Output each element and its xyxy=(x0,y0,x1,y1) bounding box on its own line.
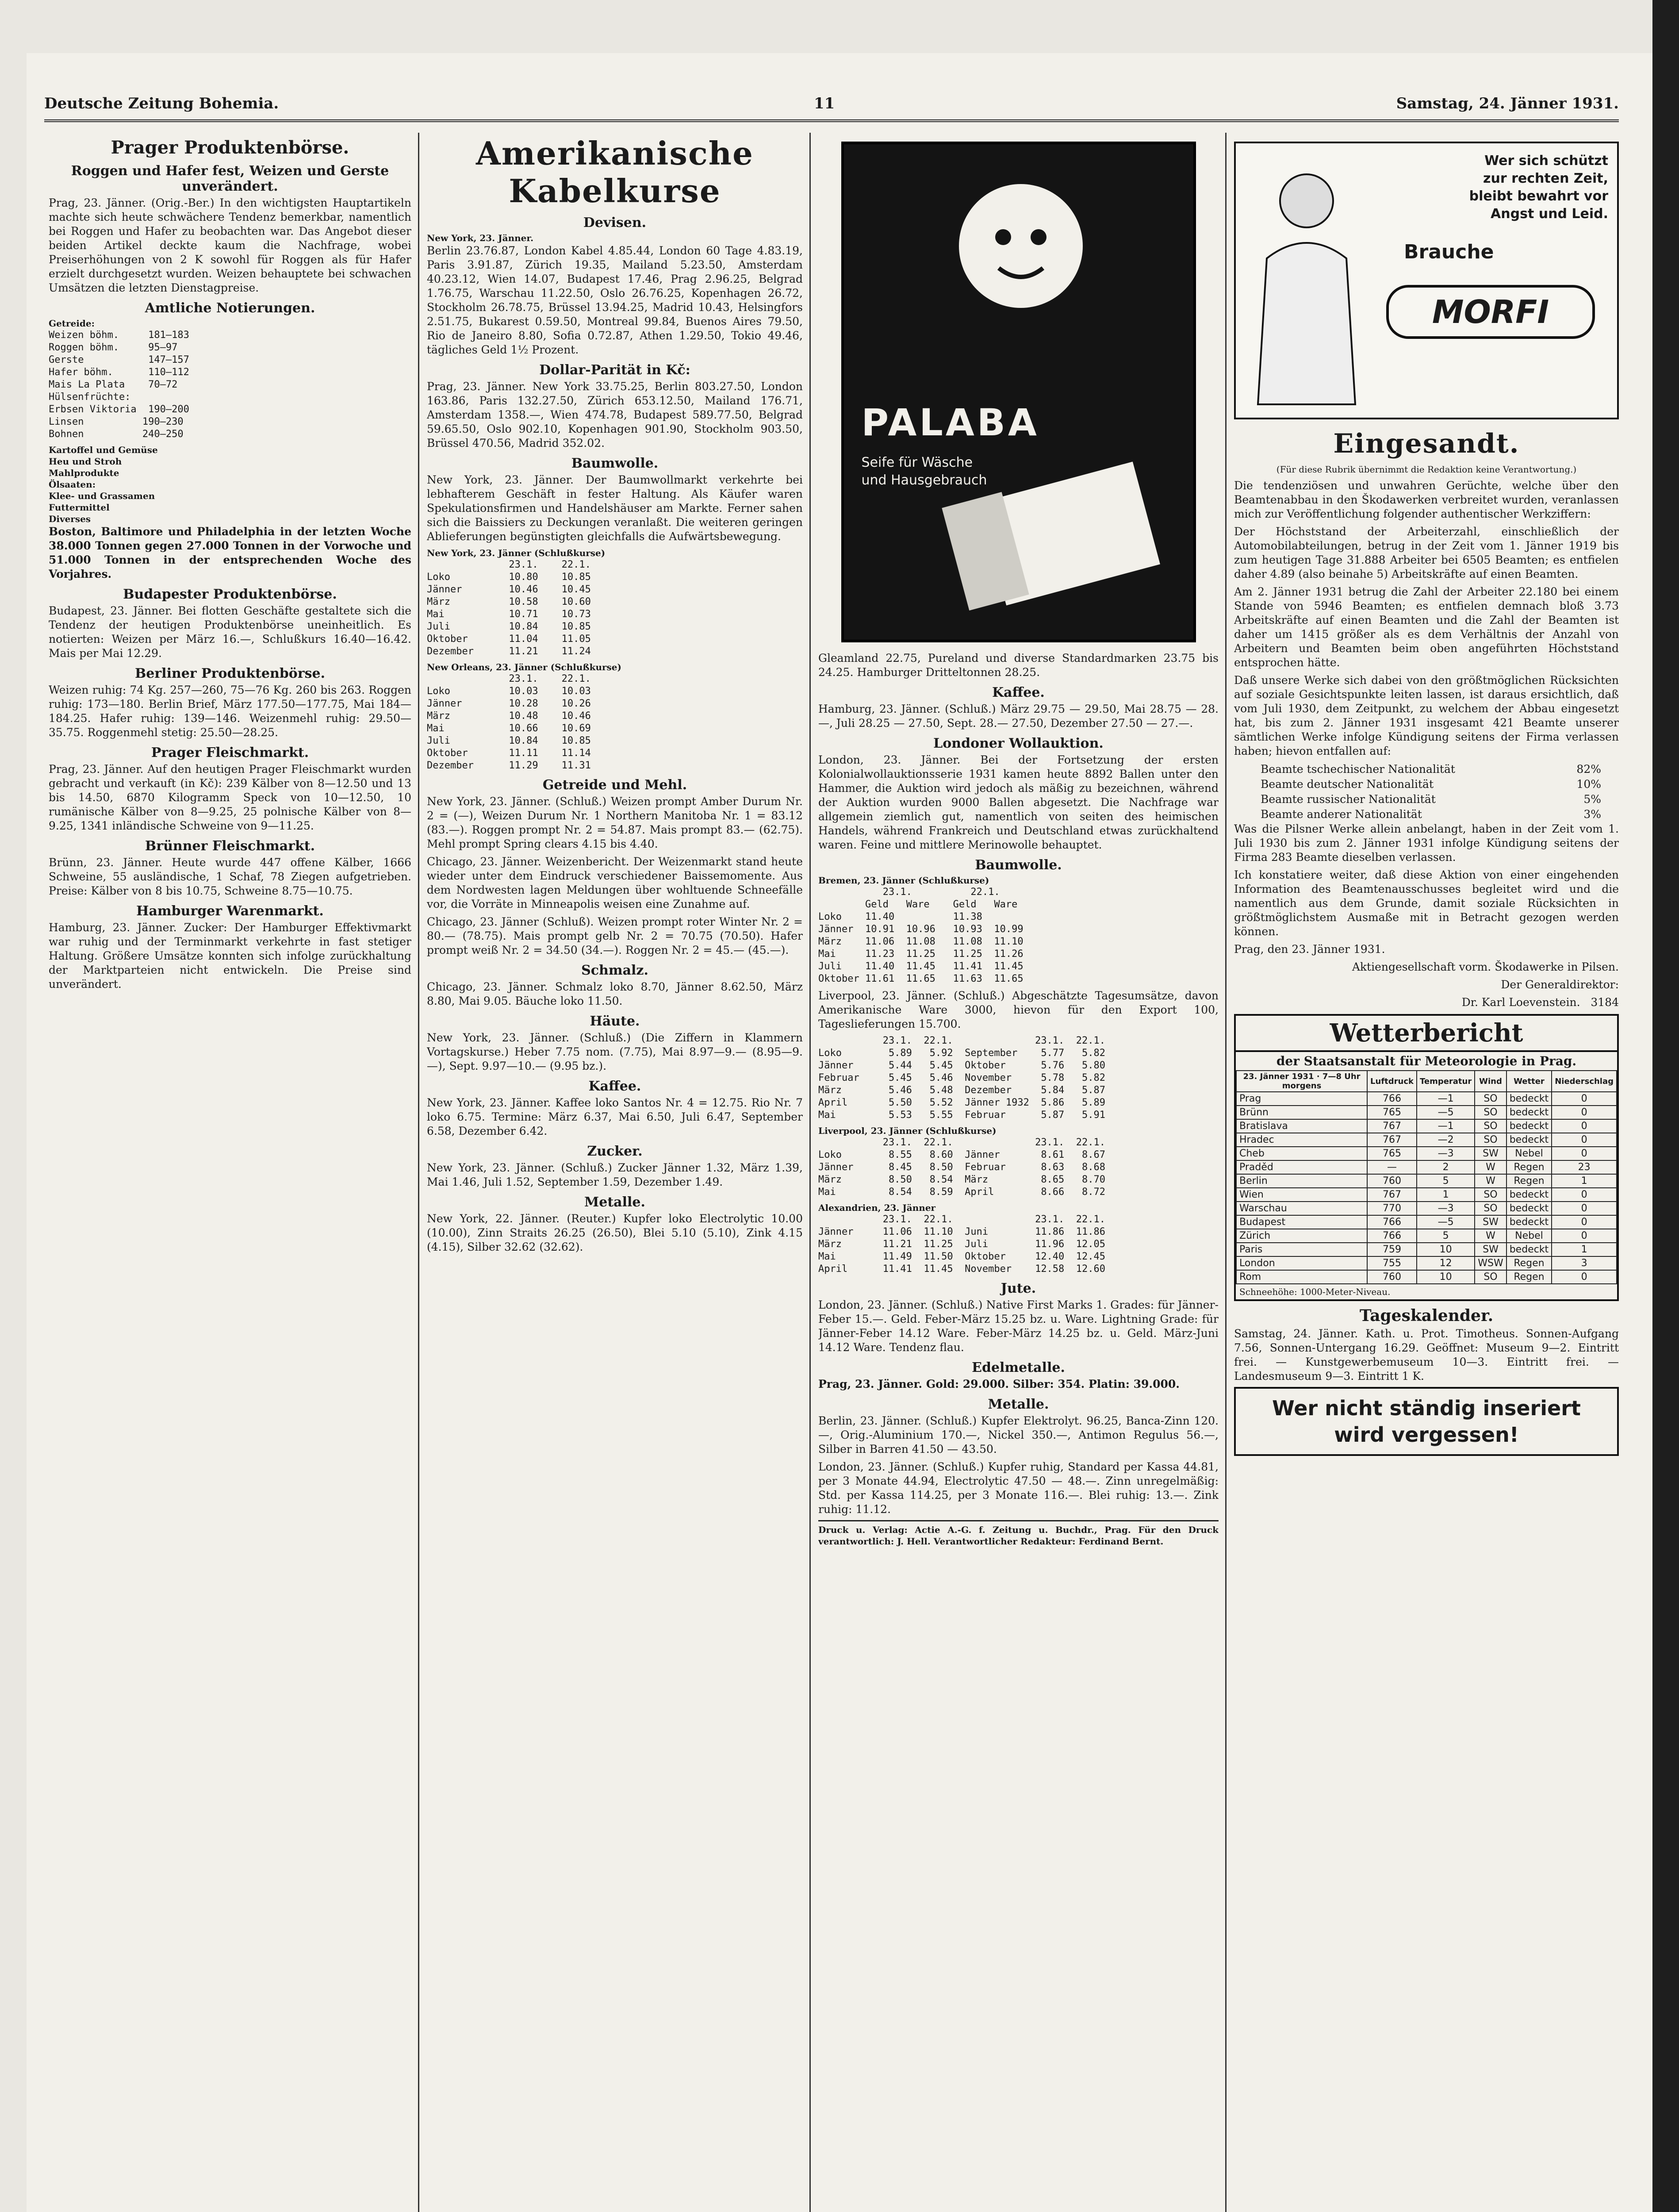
weather-cell: 10 xyxy=(1417,1270,1475,1284)
cotton-text: New York, 23. Jänner. Der Baumwollmarkt verkehrte bei lebhafterem Geschäft in fester Haltung. Als Käufer waren Spekulationsfirmen und Handelshäuser am Markte. Ferner sahen sich die Baissiers zu Deckungen veranlaßt. Die weiteren geringen Ablieferungen begünstigten gleichfalls die Aufwärtsbewegung. xyxy=(427,473,803,543)
weather-header-cell: Temperatur xyxy=(1417,1071,1475,1092)
palaba-brand: PALABA xyxy=(861,401,1039,444)
weather-title: Wetterbericht xyxy=(1236,1016,1617,1052)
weather-cell: Nebel xyxy=(1506,1147,1552,1160)
weather-cell: bedeckt xyxy=(1506,1188,1552,1202)
weather-cell: 760 xyxy=(1367,1270,1417,1284)
weather-row xyxy=(1236,1256,1617,1270)
precious-heading: Edelmetalle. xyxy=(972,1360,1065,1375)
weather-cell: Paris xyxy=(1236,1243,1367,1256)
weather-cell: bedeckt xyxy=(1506,1202,1552,1215)
dark-page-edge xyxy=(1652,0,1679,2212)
weather-row xyxy=(1236,1133,1617,1147)
weather-cell: —2 xyxy=(1417,1133,1475,1147)
weather-row xyxy=(1236,1229,1617,1243)
weather-row xyxy=(1236,1160,1617,1174)
weather-cell: SW xyxy=(1475,1147,1506,1160)
brunn-text: Brünn, 23. Jänner. Heute wurde 447 offene Kälber, 1666 Schweine, 55 ausländische, 1 Schaf, 78 Ziegen aufgetrieben. Preise: Kälber von 8 bis 10.75, Schweine 8.75—10.75. xyxy=(49,856,411,897)
eingesandt-paragraph: Ich konstatiere weiter, daß diese Aktion von einer eingehenden Information des Beamtenausschusses begleitet wird und die namentlich aus dem Grunde, damit soziale Rücksichten in größtmöglichstem Ausmaße mit in Betracht gezogen werden können. xyxy=(1234,868,1619,938)
no-cotton-table: 23.1. 22.1. Loko 10.03 10.03 Jänner 10.28 10.26 März 10.48 10.46 Mai 10.66 10.69 Juli 10.84 10.85 Oktober 11.11 11.14 Dezember 11.29 11.31 xyxy=(427,673,591,771)
weather-cell: SO xyxy=(1475,1188,1506,1202)
boston-text: Boston, Baltimore und Philadelphia in der letzten Woche 38.000 Tonnen gegen 27.000 Tonnen in der Vorwoche und 51.000 Tonnen in der entsprechenden Woche des Vorjahres. xyxy=(49,525,411,580)
weather-cell: bedeckt xyxy=(1506,1243,1552,1256)
signature-role: Der Generaldirektor: xyxy=(1501,978,1619,991)
slogan-line-1: Wer nicht ständig inseriert xyxy=(1272,1396,1581,1420)
weather-cell: 767 xyxy=(1367,1188,1417,1202)
weather-cell: 5 xyxy=(1417,1174,1475,1188)
weather-cell: SO xyxy=(1475,1133,1506,1147)
liverpool-text: Liverpool, 23. Jänner. (Schluß.) Abgeschätzte Tagesumsätze, davon Amerikanische Ware 3000, hievon für den Export 100, Tageslieferungen 15.700. xyxy=(818,989,1219,1030)
weather-cell: 1 xyxy=(1552,1174,1617,1188)
oil-heading: Ölsaaten: xyxy=(49,479,96,490)
grain-heading: Getreide und Mehl. xyxy=(542,777,687,793)
hamburg-text: Hamburg, 23. Jänner. Zucker: Der Hamburger Effektivmarkt war ruhig und der Terminmarkt verkehrte in fast stetiger Haltung. Größere Umsätze konnten sich infolge zurückhaltung der Marktparteien nicht entwickeln. Die Preise sind unverändert. xyxy=(49,921,411,991)
eingesandt-paragraph: Was die Pilsner Werke allein anbelangt, haben in der Zeit vom 1. Juli 1930 bis zum 2. Jänner 1931 infolge Kündigung seitens der Firma 283 Beamte dieselben verlassen. xyxy=(1234,822,1619,864)
weather-cell: 1 xyxy=(1552,1243,1617,1256)
weather-cell: SO xyxy=(1475,1106,1506,1119)
hides-heading: Häute. xyxy=(590,1014,640,1029)
weather-cell: Warschau xyxy=(1236,1202,1367,1215)
weather-cell: 23 xyxy=(1552,1160,1617,1174)
column-american-cables xyxy=(427,133,803,2212)
chicago-text: Chicago, 23. Jänner. Weizenbericht. Der Weizenmarkt stand heute wieder unter dem Eindruck verschiedener Baissemomente. Aus dem Nordwesten lagen Meldungen über wohltuende Schneefälle vor, die Vorräte in Minneapolis weisen eine Zunahme auf. xyxy=(427,855,803,910)
liverpool2-title: Liverpool, 23. Jänner (Schlußkurse) xyxy=(818,1125,997,1136)
weather-cell: 759 xyxy=(1367,1243,1417,1256)
weather-cell: Regen xyxy=(1506,1160,1552,1174)
weather-cell: Zürich xyxy=(1236,1229,1367,1243)
liverpool-table: 23.1. 22.1. 23.1. 22.1. Loko 5.89 5.92 September 5.77 5.82 Jänner 5.44 5.45 Oktober 5.76 5.80 Februar 5.45 5.46 November 5.78 5.82 März 5.46 5.48 Dezember 5.84 5.87 April 5.50 5.52 Jänner 1932 5.86 5.89 Mai 5.53 5.55 Februar 5.87 5.91 xyxy=(818,1035,1106,1121)
morfi-advertisement xyxy=(1234,142,1619,419)
weather-cell: 766 xyxy=(1367,1229,1417,1243)
weather-cell: —3 xyxy=(1417,1147,1475,1160)
section-subtitle: Roggen und Hafer fest, Weizen und Gerste unverändert. xyxy=(71,163,389,194)
weather-box xyxy=(1234,1014,1619,1301)
weather-row xyxy=(1236,1243,1617,1256)
weather-cell: —3 xyxy=(1417,1202,1475,1215)
weather-cell: 0 xyxy=(1552,1133,1617,1147)
weather-cell: 3 xyxy=(1552,1256,1617,1270)
cables-title: Amerikanische Kabelkurse xyxy=(476,134,754,210)
morfi-brand: MORFI xyxy=(1386,285,1595,339)
sugar-heading: Zucker. xyxy=(587,1144,643,1159)
cotton-heading: Baumwolle. xyxy=(975,857,1062,873)
weather-cell: bedeckt xyxy=(1506,1092,1552,1106)
page-number: 11 xyxy=(814,95,835,112)
morfi-line-3: bleibt bewahrt vor xyxy=(1469,188,1608,204)
weather-header-cell: Wetter xyxy=(1506,1071,1552,1092)
weather-subtitle: der Staatsanstalt für Meteorologie in Prag. xyxy=(1276,1054,1577,1068)
alexandria-title: Alexandrien, 23. Jänner xyxy=(818,1202,936,1213)
weather-cell: WSW xyxy=(1475,1256,1506,1270)
bremen-title: Bremen, 23. Jänner (Schlußkurse) xyxy=(818,875,989,886)
ad-number: 3184 xyxy=(1591,996,1619,1009)
weather-cell: Regen xyxy=(1506,1256,1552,1270)
budapest-text: Budapest, 23. Jänner. Bei flotten Geschäfte gestaltete sich die Tendenz der heutigen Produktenbörse uneinheitlich. Es notierten: Weizen per März 16.—, Schlußkurs 16.40—16.42. Mais per Mai 12.29. xyxy=(49,604,411,660)
weather-cell: Bratislava xyxy=(1236,1119,1367,1133)
berlin-title: Berliner Produktenbörse. xyxy=(134,666,326,681)
alexandria-table: 23.1. 22.1. 23.1. 22.1. Jänner 11.06 11.10 Juni 11.86 11.86 März 11.21 11.25 Juli 11.96 12.05 Mai 11.49 11.50 Oktober 12.40 12.45 April 11.41 11.45 November 12.58 12.60 xyxy=(818,1214,1106,1275)
weather-cell: 0 xyxy=(1552,1229,1617,1243)
weather-cell: Regen xyxy=(1506,1174,1552,1188)
seed-heading: Klee- und Grassamen xyxy=(49,491,155,501)
weather-row xyxy=(1236,1270,1617,1284)
weather-cell: —5 xyxy=(1417,1215,1475,1229)
metals-text: Berlin, 23. Jänner. (Schluß.) Kupfer Elektrolyt. 96.25, Banca-Zinn 120.—, Orig.-Aluminium 170.—, Nickel 350.—, Antimon Regulus 56.—, Silber in Barren 41.50 — 43.50. xyxy=(818,1414,1219,1455)
column-rule-3 xyxy=(1225,133,1227,2212)
weather-row xyxy=(1236,1188,1617,1202)
weather-header-cell: 23. Jänner 1931 · 7—8 Uhr morgens xyxy=(1236,1071,1367,1092)
metals-heading: Metalle. xyxy=(988,1397,1049,1412)
diverse-heading: Diverses xyxy=(49,514,91,524)
weather-cell: 0 xyxy=(1552,1092,1617,1106)
weather-cell: Nebel xyxy=(1506,1229,1552,1243)
devisen-heading: Devisen. xyxy=(583,215,647,230)
weather-cell: bedeckt xyxy=(1506,1119,1552,1133)
palaba-tagline: Seife für Wäsche und Hausgebrauch xyxy=(861,455,987,488)
weather-cell: Wien xyxy=(1236,1188,1367,1202)
weather-cell: W xyxy=(1475,1229,1506,1243)
weather-cell: 0 xyxy=(1552,1119,1617,1133)
weather-cell: W xyxy=(1475,1174,1506,1188)
weather-cell: 766 xyxy=(1367,1092,1417,1106)
eingesandt-note: (Für diese Rubrik übernimmt die Redaktion keine Verantwortung.) xyxy=(1276,464,1577,475)
weather-cell: W xyxy=(1475,1160,1506,1174)
weather-cell: bedeckt xyxy=(1506,1133,1552,1147)
weather-cell: 770 xyxy=(1367,1202,1417,1215)
morfi-line-2: zur rechten Zeit, xyxy=(1483,171,1608,186)
weather-cell: Hradec xyxy=(1236,1133,1367,1147)
bremen-table: 23.1. 22.1. Geld Ware Geld Ware Loko 11.40 11.38 Jänner 10.91 10.96 10.93 10.99 März 11.06 11.08 11.08 11.10 Mai 11.23 11.25 11.25 11.26 Juli 11.40 11.45 11.41 11.45 Oktober 11.61 11.65 11.63 11.65 xyxy=(818,887,1024,984)
column-rule-2 xyxy=(809,133,811,2212)
weather-cell: bedeckt xyxy=(1506,1106,1552,1119)
weather-cell: London xyxy=(1236,1256,1367,1270)
weather-header-cell: Niederschlag xyxy=(1552,1071,1617,1092)
imprint: Druck u. Verlag: Actie A.-G. f. Zeitung u. Buchdr., Prag. Für den Druck verantwortlich: J. Hell. Verantwortlicher Redakteur: Ferdinand Bernt. xyxy=(818,1520,1219,1547)
notes-title: Amtliche Notierungen. xyxy=(145,300,315,316)
ny-cotton-table: 23.1. 22.1. Loko 10.80 10.85 Jänner 10.46 10.45 März 10.58 10.60 Mai 10.71 10.73 Juli 10.84 10.85 Oktober 11.04 11.05 Dezember 11.21 11.24 xyxy=(427,559,591,657)
weather-cell: Praděd xyxy=(1236,1160,1367,1174)
weather-row xyxy=(1236,1092,1617,1106)
weather-cell: 765 xyxy=(1367,1106,1417,1119)
weather-cell: 767 xyxy=(1367,1119,1417,1133)
hides-text: New York, 23. Jänner. (Schluß.) (Die Ziffern in Klammern Vortagskurse.) Heber 7.75 nom. (7.75), Mai 8.97—9.— (8.95—9.—), Sept. 9.97—10.— (9.95 bz.). xyxy=(427,1031,803,1072)
weather-cell: 755 xyxy=(1367,1256,1417,1270)
palaba-advertisement xyxy=(841,142,1196,642)
page-header xyxy=(44,88,1619,122)
column-rule-1 xyxy=(418,133,419,2212)
grain-heading: Getreide: xyxy=(49,318,95,329)
metal-heading: Metalle. xyxy=(584,1194,645,1210)
eingesandt-paragraph: Am 2. Jänner 1931 betrug die Zahl der Arbeiter 22.180 bei einem Stande von 5946 Beamten; es entfielen demnach bloß 3.73 Arbeitskräfte auf einen Beamten und die Zahl der Beamten ist daher um 1415 größer als es dem Verhältnis der Anzahl von Arbeitern und Beamten beim oben angeführten Höchststand entsprochen hätte. xyxy=(1234,585,1619,669)
weather-cell: Regen xyxy=(1506,1270,1552,1284)
misc-text: Gleamland 22.75, Pureland und diverse Standardmarken 23.75 bis 24.25. Hamburger Dritteltonnen 28.25. xyxy=(818,652,1219,679)
article-text: Prag, 23. Jänner. (Orig.-Ber.) In den wichtigsten Hauptartikeln machte sich heute schwächere Tendenz bemerkbar, namentlich bei Roggen und Hafer zu beobachten war. Das Angebot dieser beiden Artikel deckte kaum die Nachfrage, wobei Preiserhöhungen von 2 K sowohl für Roggen als für Hafer erzielt durchgesetzt wurden. Weizen behauptete bei schwachen Umsätzen die letzten Dienstagpreise. xyxy=(49,196,411,294)
signature-place: Prag, den 23. Jänner 1931. xyxy=(1234,943,1385,956)
coffee-heading: Kaffee. xyxy=(992,685,1045,700)
weather-note: Schneehöhe: 1000-Meter-Niveau. xyxy=(1239,1286,1391,1297)
weather-header-cell: Luftdruck xyxy=(1367,1071,1417,1092)
wool-text: London, 23. Jänner. Bei der Fortsetzung der ersten Kolonialwollauktionsserie 1931 kamen heute 8892 Ballen unter den Hammer, die Auktion wird jedoch als mäßig zu bezeichnen, während der Auktion wurden 9000 Ballen abgesetzt. Die Nachfrage war allgemein ziemlich gut, namentlich von seiten des heimischen Handels, während Frankreich und Deutschland etwas zurückhaltend waren. Feine und mittlere Merinowolle behauptet. xyxy=(818,753,1219,851)
cotton-heading: Baumwolle. xyxy=(571,456,659,471)
weather-cell: SO xyxy=(1475,1092,1506,1106)
coffee-text: New York, 23. Jänner. Kaffee loko Santos Nr. 4 = 12.75. Rio Nr. 7 loko 6.75. Termine: März 6.37, Mai 6.50, Juli 6.47, September 6.58, Dezember 6.42. xyxy=(427,1096,803,1137)
weather-cell: —1 xyxy=(1417,1119,1475,1133)
weather-row xyxy=(1236,1106,1617,1119)
grain-table: Weizen böhm. 181—183 Roggen böhm. 95—97 Gerste 147—157 Hafer böhm. 110—112 Mais La Plata 70—72 Hülsenfrüchte: Erbsen Viktoria 190—200 Linsen 190—230 Bohnen 240—250 xyxy=(49,330,189,440)
sugar-text: New York, 23. Jänner. (Schluß.) Zucker Jänner 1.32, März 1.39, Mai 1.46, Juli 1.52, September 1.59, Dezember 1.49. xyxy=(427,1161,803,1188)
weather-cell: 0 xyxy=(1552,1215,1617,1229)
flour-heading: Mahlprodukte xyxy=(49,468,119,478)
chicago-table: Chicago, 23. Jänner (Schluß). Weizen prompt roter Winter Nr. 2 = 80.— (78.75). Mais prompt gelb Nr. 2 = 70.75 (70.50). Hafer prompt weiß Nr. 2 = 34.50 (34.—). Roggen Nr. 2 = 45.— (45.—). xyxy=(427,915,803,956)
weather-cell: Berlin xyxy=(1236,1174,1367,1188)
weather-row xyxy=(1236,1215,1617,1229)
palaba-illustration xyxy=(844,144,1193,640)
weather-cell: bedeckt xyxy=(1506,1215,1552,1229)
budapest-title: Budapester Produktenbörse. xyxy=(123,587,337,602)
slogan-line-2: wird vergessen! xyxy=(1334,1423,1519,1447)
weather-cell: Prag xyxy=(1236,1092,1367,1106)
meat-title: Prager Fleischmarkt. xyxy=(151,745,309,760)
weather-cell: 0 xyxy=(1552,1188,1617,1202)
weather-cell: —5 xyxy=(1417,1106,1475,1119)
weather-cell: Brünn xyxy=(1236,1106,1367,1119)
column-prague-exchange xyxy=(49,133,411,2212)
ny-table-title: New York, 23. Jänner (Schlußkurse) xyxy=(427,548,606,558)
nationality-row: Beamte russischer Nationalität 5% xyxy=(1261,793,1601,806)
fat-text: Chicago, 23. Jänner. Schmalz loko 8.70, Jänner 8.62.50, März 8.80, Mai 9.05. Bäuche loko 11.50. xyxy=(427,980,803,1007)
calendar-text: Samstag, 24. Jänner. Kath. u. Prot. Timotheus. Sonnen-Aufgang 7.56, Sonnen-Untergang 16.29. Geöffnet: Museum 9—2. Eintritt frei. — Kunstgewerbemuseum 10—3. Eintritt frei. — Landesmuseum 9—3. Eintritt 1 K. xyxy=(1234,1327,1619,1382)
weather-cell: 12 xyxy=(1417,1256,1475,1270)
berlin-text: Weizen ruhig: 74 Kg. 257—260, 75—76 Kg. 260 bis 263. Roggen ruhig: 173—180. Berlin Brief, März 177.50—177.75, Mai 184—184.25. Hafer ruhig: 139—146. Weizenmehl ruhig: 29.50—35.75. Roggenmehl stetig: 25.50—28.25. xyxy=(49,684,411,739)
weather-cell: 0 xyxy=(1552,1147,1617,1160)
devisen-dateline: New York, 23. Jänner. xyxy=(427,233,534,243)
wool-heading: Londoner Wollauktion. xyxy=(933,736,1104,751)
liverpool2-table: 23.1. 22.1. 23.1. 22.1. Loko 8.55 8.60 Jänner 8.61 8.67 Jänner 8.45 8.50 Februar 8.63 8.68 März 8.50 8.54 März 8.65 8.70 Mai 8.54 8.59 April 8.66 8.72 xyxy=(818,1137,1106,1198)
weather-cell: — xyxy=(1367,1160,1417,1174)
slogan-box xyxy=(1234,1387,1619,1456)
weather-cell: SO xyxy=(1475,1270,1506,1284)
weather-cell: 1 xyxy=(1417,1188,1475,1202)
morfi-illustration xyxy=(1240,148,1373,413)
jute-heading: Jute. xyxy=(1000,1281,1036,1296)
weather-cell: 766 xyxy=(1367,1215,1417,1229)
weather-cell: 0 xyxy=(1552,1202,1617,1215)
weather-cell: 5 xyxy=(1417,1229,1475,1243)
eingesandt-paragraph: Daß unsere Werke sich dabei von den größtmöglichen Rücksichten auf soziale Gesichtspunkte leiten lassen, ist daraus ersichtlich, daß vom Juli 1930, dem Zeitpunkt, zu welchem der Abbau eingesetzt hat, bis zum 2. Jänner 1931 insgesamt 421 Beamte unserer sämtlichen Werke infolge Kündigung seitens der Firma verlassen haben; hievon entfallen auf: xyxy=(1234,674,1619,757)
nationality-row: Beamte tschechischer Nationalität 82% xyxy=(1261,763,1601,776)
signature-name: Dr. Karl Loevenstein. 3184 xyxy=(1461,996,1619,1009)
weather-table xyxy=(1236,1070,1617,1284)
feed-heading: Futtermittel xyxy=(49,502,110,513)
brunn-title: Brünner Fleischmarkt. xyxy=(145,838,315,854)
weather-cell: 0 xyxy=(1552,1106,1617,1119)
coffee-text: Hamburg, 23. Jänner. (Schluß.) März 29.75 — 29.50, Mai 28.75 — 28.—, Juli 28.25 — 27.50, Sept. 28.— 27.50, Dezember 27.50 — 27.—. xyxy=(818,703,1219,730)
weather-cell: 760 xyxy=(1367,1174,1417,1188)
hamburg-title: Hamburger Warenmarkt. xyxy=(136,903,324,919)
morfi-line-1: Wer sich schützt xyxy=(1484,153,1608,169)
weather-cell: Rom xyxy=(1236,1270,1367,1284)
weather-cell: Budapest xyxy=(1236,1215,1367,1229)
calendar-title: Tageskalender. xyxy=(1359,1306,1494,1325)
metal-text: New York, 22. Jänner. (Reuter.) Kupfer loko Electrolytic 10.00 (10.00), Zinn Straits 26.25 (26.50), Blei 5.10 (5.10), Zink 4.15 (4.15), Silber 32.62 (32.62). xyxy=(427,1212,803,1253)
coffee-heading: Kaffee. xyxy=(588,1079,641,1094)
weather-row xyxy=(1236,1202,1617,1215)
weather-cell: 10 xyxy=(1417,1243,1475,1256)
nationality-list xyxy=(1234,762,1619,822)
grain-text: New York, 23. Jänner. (Schluß.) Weizen prompt Amber Durum Nr. 2 = (—), Weizen Durum Nr. 1 Northern Manitoba Nr. 1 = 83.12 (83.—). Roggen prompt Nr. 2 = 54.87. Mais prompt 83.— (62.75). Mehl prompt Spring clears 4.15 bis 4.40. xyxy=(427,795,803,850)
weather-row xyxy=(1236,1147,1617,1160)
weather-header-cell: Wind xyxy=(1475,1071,1506,1092)
paper-name: Deutsche Zeitung Bohemia. xyxy=(44,95,279,112)
nationality-row: Beamte anderer Nationalität 3% xyxy=(1261,808,1601,821)
signature-company: Aktiengesellschaft vorm. Škodawerke in Pilsen. xyxy=(1352,960,1619,973)
fat-heading: Schmalz. xyxy=(581,963,648,978)
weather-cell: 0 xyxy=(1552,1270,1617,1284)
weather-cell: —1 xyxy=(1417,1092,1475,1106)
precious-text: Prag, 23. Jänner. Gold: 29.000. Silber: 354. Platin: 39.000. xyxy=(818,1378,1180,1390)
eingesandt-paragraph: Der Höchststand der Arbeiterzahl, einschließlich der Automobilabteilungen, betrug in der Zeit vom 1. Jänner 1919 bis zum heutigen Tage 31.888 Arbeiter bei 6505 Beamten; es entfielen daher 4.89 (also beinahe 5) Arbeitskräfte auf einen Beamten. xyxy=(1234,525,1619,580)
jute-text: London, 23. Jänner. (Schluß.) Native First Marks 1. Grades: für Jänner-Feber 15.—. Geld. Feber-März 15.25 bz. u. Ware. Lightning Grade: für Jänner-Feber 14.12 Ware. Feber-März 14.25 bz. u. Geld. März-Juni 14.12 Ware. Tendenz flau. xyxy=(818,1298,1219,1354)
section-title: Prager Produktenbörse. xyxy=(111,137,349,158)
weather-row xyxy=(1236,1119,1617,1133)
weather-cell: 765 xyxy=(1367,1147,1417,1160)
potato-heading: Kartoffel und Gemüse xyxy=(49,445,158,455)
weather-cell: SO xyxy=(1475,1202,1506,1215)
nationality-row: Beamte deutscher Nationalität 10% xyxy=(1261,778,1601,791)
eingesandt-title: Eingesandt. xyxy=(1333,428,1520,459)
london-metals-text: London, 23. Jänner. (Schluß.) Kupfer ruhig, Standard per Kassa 44.81, per 3 Monate 44.94, Electrolytic 47.50 — 48.—. Zinn unregelmäßig: Std. per Kassa 114.25, per 3 Monate 116.—. Blei ruhig: 13.—. Zink ruhig: 11.12. xyxy=(818,1460,1219,1516)
eingesandt-paragraph: Die tendenziösen und unwahren Gerüchte, welche über den Beamtenabbau in den Škodawerken verbreitet wurden, veranlassen mich zur Veröffentlichung folgender authentischer Werkziffern: xyxy=(1234,479,1619,520)
weather-cell: SW xyxy=(1475,1243,1506,1256)
weather-cell: 2 xyxy=(1417,1160,1475,1174)
hay-heading: Heu und Stroh xyxy=(49,456,122,467)
no-table-title: New Orleans, 23. Jänner (Schlußkurse) xyxy=(427,662,621,672)
weather-cell: SW xyxy=(1475,1215,1506,1229)
weather-cell: SO xyxy=(1475,1119,1506,1133)
morfi-line-4: Angst und Leid. xyxy=(1491,206,1608,222)
dollar-heading: Dollar-Parität in Kč: xyxy=(539,362,690,378)
weather-cell: 767 xyxy=(1367,1133,1417,1147)
dollar-text: Prag, 23. Jänner. New York 33.75.25, Berlin 803.27.50, London 163.86, Paris 132.27.50, Zürich 653.12.50, Mailand 176.71, Amsterdam 1358.—, Wien 474.78, Budapest 589.77.50, Belgrad 59.65.50, Oslo 902.10, Kopenhagen 901.90, Stockholm 903.50, Brüssel 470.56, Madrid 352.02. xyxy=(427,380,803,449)
issue-date: Samstag, 24. Jänner 1931. xyxy=(1396,95,1619,112)
column-markets xyxy=(818,133,1219,2212)
weather-row xyxy=(1236,1174,1617,1188)
weather-cell: Cheb xyxy=(1236,1147,1367,1160)
meat-text: Prag, 23. Jänner. Auf den heutigen Prager Fleischmarkt wurden gebracht und verkauft (in Kč): 239 Kälber von 8—12.50 und 13 bis 14.50, 6870 Kilogramm Speck von 10—12.50, 10 rumänische Kälber von 8—9.25, 25 polnische Kälber von 8—9.25, 1341 inländische Schweine von 9—11.25. xyxy=(49,763,411,832)
column-eingesandt xyxy=(1234,133,1619,2212)
devisen-text: Berlin 23.76.87, London Kabel 4.85.44, London 60 Tage 4.83.19, Paris 3.91.87, Zürich 19.35, Mailand 5.23.50, Amsterdam 40.23.12, Wien 14.07, Budapest 17.46, Prag 2.96.25, Belgrad 1.76.75, Warschau 11.22.50, Oslo 26.76.25, Kopenhagen 26.72, Stockholm 26.78.75, Brüssel 13.94.25, Madrid 10.43, Helsingfors 2.51.75, Bukarest 0.59.50, Montreal 99.84, Buenos Aires 79.50, Rio de Janeiro 8.80, Sofia 0.72.87, Athen 1.29.50, Tokio 49.46, tägliches Geld 1½ Prozent. xyxy=(427,244,803,356)
morfi-line-5: Brauche xyxy=(1404,241,1494,263)
